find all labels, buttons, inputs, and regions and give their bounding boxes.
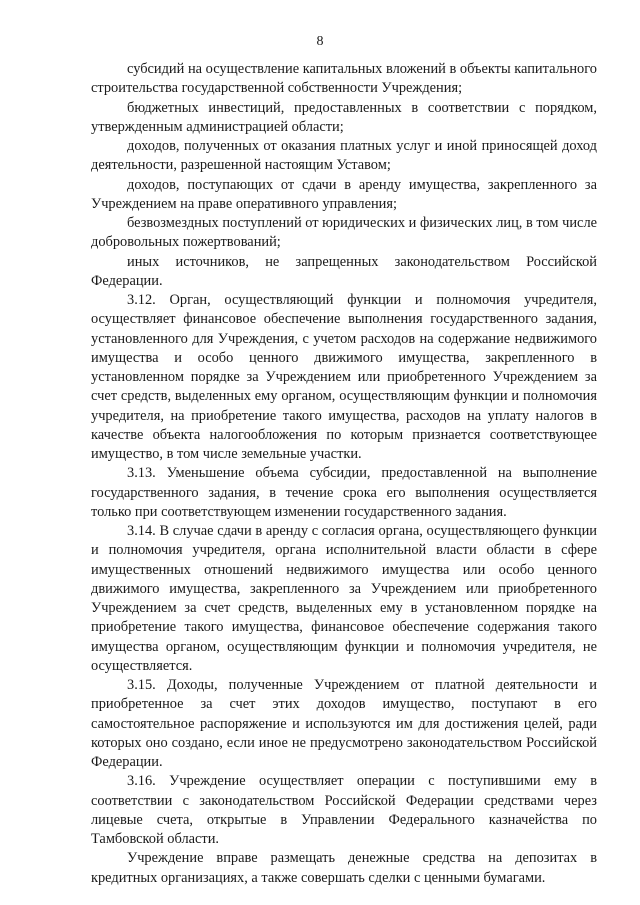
paragraph-budget-investments: бюджетных инвестиций, предоставленных в соответствии с порядком, утвержденным администрацией области; [91,99,597,135]
paragraph-section-3-12: 3.12. Орган, осуществляющий функции и полномочия учредителя, осуществляет финансовое обеспечение выполнения государственного задания, установленного для Учреждения, с учетом расходов на содержание недвижимого имущества и особо ценного движимого имущества, закрепленного в установленном порядке за Учреждением или приобретенного Учреждением за счет средств, выделенных ему органом, осуществляющим функции и полномочия учредителя, на приобретение такого имущества, расходов на уплату налогов в качестве объекта налогообложения по которым признается соответствующее имущество, в том числе земельные участки. [91,292,597,462]
paragraph-section-3-14: 3.14. В случае сдачи в аренду с согласия органа, осуществляющего функции и полномочия учредителя, органа исполнительной власти области в сфере имущественных отношений недвижимого имущества или особо ценного движимого имущества, закрепленного за Учреждением или приобретенного Учреждением за счет средств, выделенных ему в установленном порядке на приобретение такого имущества, финансовое обеспечение содержания такого имущества органом, осуществляющим функции и полномочия учредителя, не осуществляется. [91,523,597,674]
paragraph-section-3-13: 3.13. Уменьшение объема субсидии, предоставленной на выполнение государственного задания, в течение срока его выполнения осуществляется только при соответствующем изменении государственного задания. [91,465,597,520]
paragraph-other-sources: иных источников, не запрещенных законодательством Российской Федерации. [91,253,597,289]
paragraph-subsidies: субсидий на осуществление капитальных вложений в объекты капитального строительства государственной собственности Учреждения; [91,61,597,97]
paragraph-deposits: Учреждение вправе размещать денежные средства на депозитах в кредитных организациях, а также совершать сделки с ценными бумагами. [91,850,597,886]
paragraph-section-3-16: 3.16. Учреждение осуществляет операции с поступившими ему в соответствии с законодательством Российской Федерации средствами через лицевые счета, открытые в Управлении Федерального казначейства по Тамбовской области. [91,773,597,847]
paragraph-rent-income: доходов, поступающих от сдачи в аренду имущества, закрепленного за Учреждением на праве оперативного управления; [91,176,597,212]
paragraph-paid-services-income: доходов, полученных от оказания платных услуг и иной приносящей доход деятельности, разрешенной настоящим Уставом; [91,138,597,174]
page-number: 8 [316,34,324,49]
document-body [91,60,597,888]
paragraph-section-3-15: 3.15. Доходы, полученные Учреждением от платной деятельности и приобретенное за счет этих доходов имущество, поступают в его самостоятельное распоряжение и используются им для достижения целей, ради которых оно создано, если иное не предусмотрено законодательством Российской Федерации. [91,677,597,770]
paragraph-donations: безвозмездных поступлений от юридических и физических лиц, в том числе добровольных пожертвований; [91,215,598,251]
